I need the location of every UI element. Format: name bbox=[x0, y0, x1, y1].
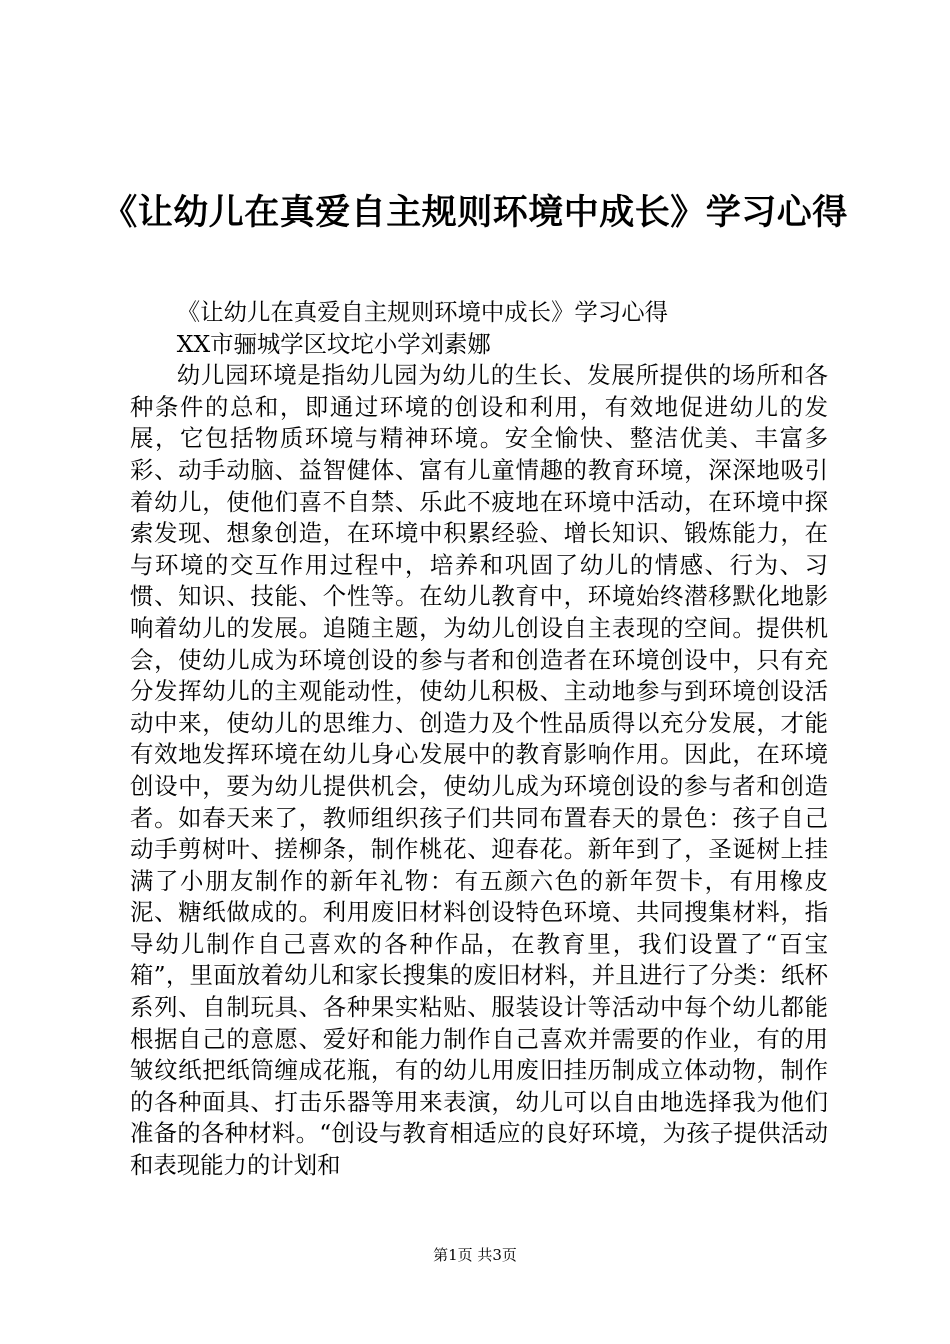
subtitle-line: 《让幼儿在真爱自主规则环境中成长》学习心得 bbox=[176, 298, 668, 326]
page-footer: 第1页 共3页 bbox=[433, 1246, 517, 1264]
body-paragraph: 幼儿园环境是指幼儿园为幼儿的生长、发展所提供的场所和各种条件的总和，即通过环境的创设和利用，有效地促进幼儿的发展，它包括物质环境与精神环境。安全愉快、整洁优美、丰富多彩、动手动脑、益智健体、富有儿童情趣的教育环境，深深地吸引着幼儿，使他们喜不自禁、乐此不疲地在环境中活动，在环境中探索发现、想象创造，在环境中积累经验、增长知识、锻炼能力，在与环境的交互作用过程中，培养和巩固了幼儿的情感、行为、习惯、知识、技能、个性等。在幼儿教育中，环境始终潜移默化地影响着幼儿的发展。追随主题，为幼儿创设自主表现的空间。提供机会，使幼儿成为环境创设的参与者和创造者在环境创设中，只有充分发挥幼儿的主观能动性，使幼儿积极、主动地参与到环境创设活动中来，使幼儿的思维力、创造力及个性品质得以充分发展，才能有效地发挥环境在幼儿身心发展中的教育影响作用。因此，在环境创设中，要为幼儿提供机会，使幼儿成为环境创设的参与者和创造者。如春天来了，教师组织孩子们共同布置春天的景色：孩子自己动手剪树叶、搓柳条，制作桃花、迎春花。新年到了，圣诞树上挂满了小朋友制作的新年礼物：有五颜六色的新年贺卡，有用橡皮泥、糖纸做成的。利用废旧材料创设特色环境、共同搜集材料，指导幼儿制作自己喜欢的各种作品，在教育里，我们设置了“百宝箱”，里面放着幼儿和家长搜集的废旧材料，并且进行了分类：纸杯系列、自制玩具、各种果实粘贴、服装设计等活动中每个幼儿都能根据自己的意愿、爱好和能力制作自己喜欢并需要的作业，有的用皱纹纸把纸筒缠成花瓶，有的幼儿用废旧挂历制成立体动物，制作的各种面具、打击乐器等用来表演，幼儿可以自由地选择我为他们准备的各种材料。“创设与教育相适应的良好环境，为孩子提供活动和表现能力的计划和 bbox=[130, 361, 828, 1180]
document-body bbox=[130, 297, 828, 1182]
author-line: XX市骊城学区坟坨小学刘素娜 bbox=[176, 329, 491, 358]
document-title: 《让幼儿在真爱自主规则环境中成长》学习心得 bbox=[102, 192, 848, 234]
